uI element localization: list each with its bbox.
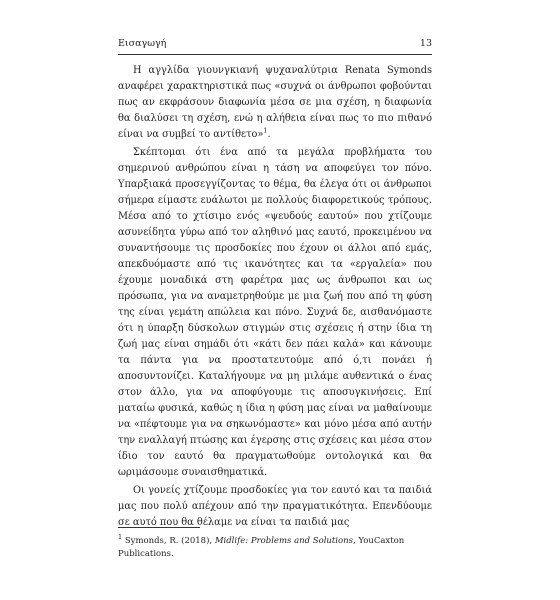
- footnote-title: Midlife: Problems and Solutions: [214, 536, 353, 546]
- running-header: [118, 38, 432, 55]
- section-title: Εισαγωγή: [118, 38, 167, 49]
- footnote-publisher: , YouCaxton Publications.: [118, 536, 405, 559]
- footnote-reference[interactable]: 1: [263, 126, 268, 135]
- paragraph-1-text: Η αγγλίδα γιουνγκιανή ψυχαναλύτρια Renata Symonds αναφέρει χαρακτηριστικά πως «συχνά οι άνθρωποι φοβούνται πως αν εκφράσουν διαφωνία μέσα σε μια σχέση, η διαφωνία θα διαλύσει τη σχέση, ενώ η αλήθεια είναι πως το πιο πιθανό είναι να συμβεί το αντίθετο»: [118, 65, 432, 140]
- footnote-divider: [118, 527, 200, 528]
- footnote: [118, 535, 432, 561]
- footnote-marker: 1: [118, 533, 123, 542]
- paragraph-3: Οι γονείς χτίζουμε προσδοκίες για τον εαυτό και τα παιδιά μας που πολύ απέχουν από την πραγματικότητα. Επενδύουμε σε αυτό που θα θέλαμε να είναι τα παιδιά μας: [118, 485, 432, 528]
- body-text: [118, 63, 432, 531]
- footnote-author-year: Symonds, R. (2018),: [124, 536, 213, 546]
- paragraph-1: [118, 63, 432, 143]
- paragraph-2: Σκέπτομαι ότι ένα από τα μεγάλα προβλήματα του σημερινού ανθρώπου είναι η τάση να αποφεύγει τον πόνο. Υπαρξιακά προσεγγίζοντας το θέμα, θα έλεγα ότι οι άνθρωποι σήμερα είμαστε ευάλωτοι με πολλούς διαφορετικούς τρόπους. Μέσα από το χτίσιμο ενός «ψευδούς εαυτού» που χτίζουμε ασυνείδητα γύρω από τον αληθινό μας εαυτό, προκειμένου να συναντήσουμε τις προσδοκίες που έχουν οι άλλοι από εμάς, απεκδυόμαστε από τις ικανότητες και τα «εργαλεία» που έχουμε μοναδικά στη φαρέτρα μας ως άνθρωποι και ως πρόσωπα, για να αναμετρηθούμε με μια ζωή που από τη φύση της είναι γεμάτη απώλεια και πόνο. Συχνά δε, αισθανόμαστε ότι η ύπαρξη δύσκολων στιγμών στις σχέσεις ή στην ίδια τη ζωή μας είναι σημάδι ότι «κάτι δεν πάει καλά» και κάνουμε τα πάντα για να προστατευτούμε από ό,τι πονάει ή αποσυντονίζει. Καταλήγουμε να μη μιλάμε αυθεντικά ο ένας στον άλλο, για να αποφύγουμε τις αποσυγκινήσεις. Επί ματαίω φυσικά, καθώς η ίδια η φύση μας είναι να μαθαίνουμε να «πέφτουμε για να σηκωνόμαστε» και μόνο μέσα από αυτήν την εναλλαγή πτώσης και έγερσης στις σχέσεις και μέσα στον ίδιο τον εαυτό θα πραγματωθούμε οντολογικά και θα ωριμάσουμε συναισθηματικά.: [118, 147, 432, 478]
- page-number: 13: [419, 38, 432, 49]
- paragraph-1-end: .: [267, 129, 271, 140]
